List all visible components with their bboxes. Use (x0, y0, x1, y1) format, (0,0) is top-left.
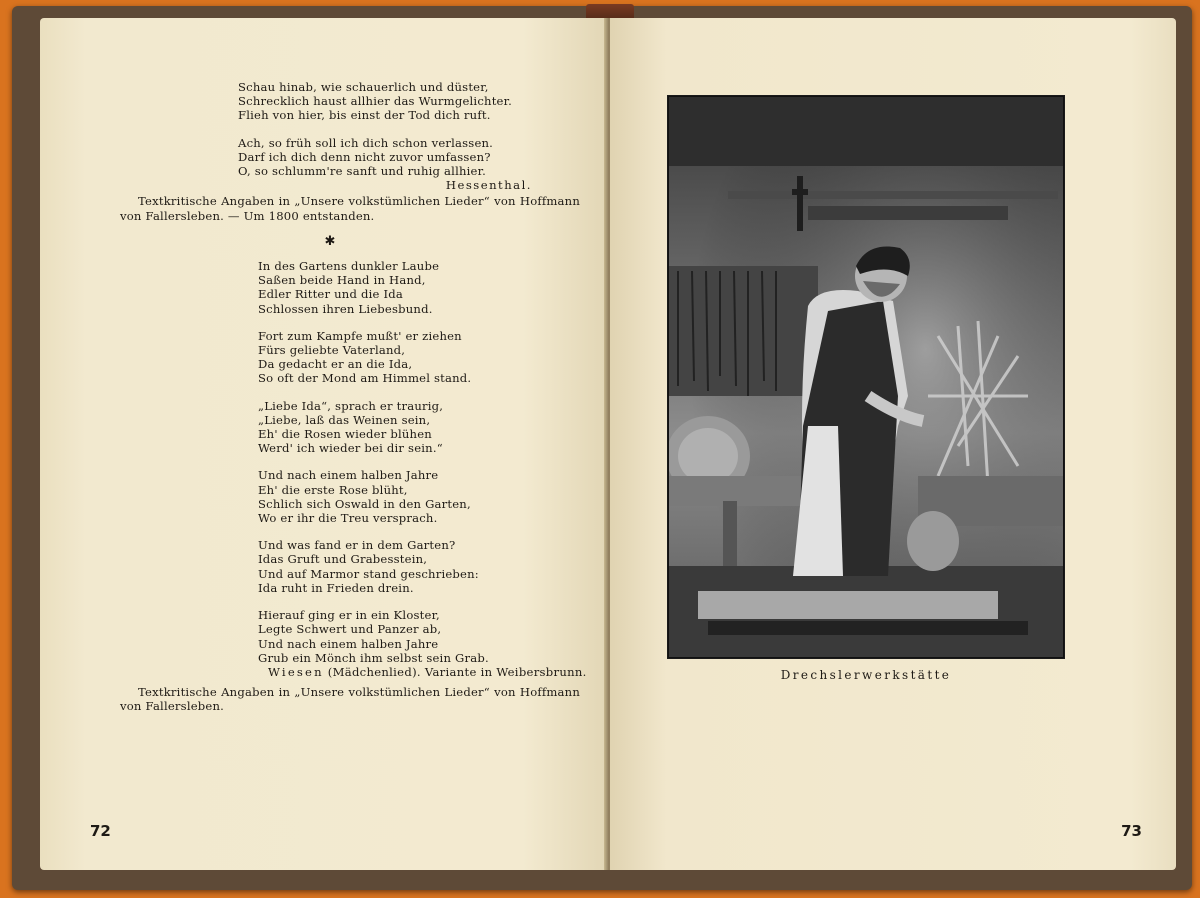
right-page (610, 18, 1176, 870)
workshop-photo (668, 96, 1064, 658)
stanza (238, 80, 580, 123)
poem-line: Eh' die Rosen wieder blühen (258, 427, 432, 442)
page-number: 73 (1121, 822, 1142, 840)
poem-line: Grub ein Mönch ihm selbst sein Grab. (258, 650, 489, 665)
poem-line: Und nach einem halben Jahre (258, 636, 439, 651)
left-page (40, 18, 608, 870)
poem-line: O, so schlumm're sanft und ruhig allhier. (238, 164, 486, 179)
poem-line: Schlossen ihren Liebesbund. (258, 301, 433, 316)
poem-line: Und was fand er in dem Garten? (258, 538, 456, 553)
poem-line: Saßen beide Hand in Hand, (258, 273, 426, 288)
poem-line: Und auf Marmor stand geschrieben: (258, 566, 479, 581)
stanza (258, 468, 580, 525)
poem-line: „Liebe, laß das Weinen sein, (258, 412, 431, 427)
poem-line: Schrecklich haust allhier das Wurmgelichter. (238, 94, 512, 109)
poem-line: Werd' ich wieder bei dir sein.“ (258, 441, 443, 456)
poem-line: In des Gartens dunkler Laube (258, 259, 440, 274)
section-separator: ✱ (324, 233, 336, 249)
attribution (268, 664, 587, 679)
poem-line: So oft der Mond am Himmel stand. (258, 371, 472, 386)
poem-line: Und nach einem halben Jahre (258, 468, 439, 483)
source-note: Textkritische Angaben in „Unsere volkstümlichen Lieder“ von Hoffmann von Fallersleben. — Um 1800 entstanden. (120, 194, 580, 223)
stanza (258, 608, 580, 665)
stanza (258, 538, 580, 595)
stanza (258, 399, 580, 456)
stanza (258, 329, 580, 386)
source-note: Textkritische Angaben in „Unsere volkstümlichen Lieder“ von Hoffmann von Fallersleben. (120, 685, 580, 714)
attribution: Hessenthal. (445, 178, 532, 193)
workshop-photo-illustration (668, 96, 1064, 658)
poem-line: Schlich sich Oswald in den Garten, (258, 496, 471, 511)
poem-line: Da gedacht er an die Ida, (258, 357, 413, 372)
poem-line: Ach, so früh soll ich dich schon verlassen. (238, 135, 494, 150)
poem-line: Flieh von hier, bis einst der Tod dich ruft. (238, 108, 491, 123)
stanza (238, 136, 580, 179)
stanza (258, 259, 580, 316)
poem-line: Schau hinab, wie schauerlich und düster, (238, 80, 489, 94)
poem-line: Hierauf ging er in ein Kloster, (258, 608, 440, 623)
poem-line: Wo er ihr die Treu versprach. (258, 511, 438, 526)
poem-line: Idas Gruft und Grabesstein, (258, 552, 428, 567)
poem-line: „Liebe Ida“, sprach er traurig, (258, 398, 444, 413)
poem-line: Legte Schwert und Panzer ab, (258, 622, 442, 637)
poem-line: Ida ruht in Frieden drein. (258, 580, 414, 595)
poem-line: Fürs geliebte Vaterland, (258, 343, 406, 358)
photo-caption: Drechslerwerkstätte (780, 668, 952, 682)
poem-line: Edler Ritter und die Ida (258, 287, 403, 302)
attribution-detail: (Mädchenlied). Variante in Weibersbrunn. (323, 664, 587, 679)
left-page-text (120, 80, 587, 726)
page-number: 72 (90, 822, 111, 840)
poem-line: Darf ich dich denn nicht zuvor umfassen? (238, 149, 491, 164)
attribution-place: Wiesen (268, 664, 324, 679)
poem-line: Eh' die erste Rose blüht, (258, 482, 408, 497)
poem-line: Fort zum Kampfe mußt' er ziehen (258, 328, 462, 343)
